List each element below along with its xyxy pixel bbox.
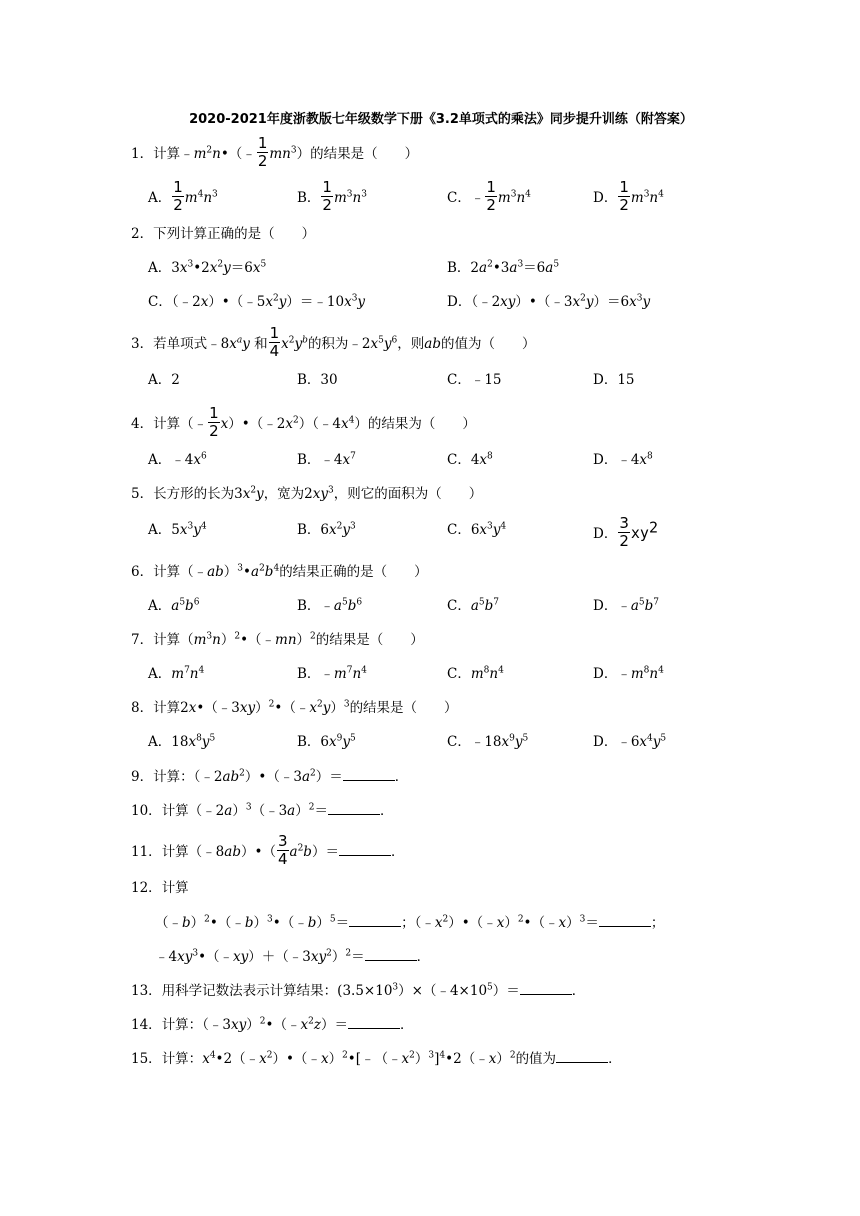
fraction: $\frac{1}{2}$ [257,134,268,170]
question-12-line-2: $﹣4xy^3•(﹣xy)+(﹣3xy^2)^2=$ ． [155,946,430,967]
option-6c[interactable]: C．$a^5b^7$ [447,597,500,614]
question-12: 12．计算 [131,880,189,896]
question-8: 8．计算$2x•(﹣3xy)^2•(﹣x^2y)^3$的结果是（ ） [131,699,458,716]
option-1a[interactable]: A． $\frac{1}{2}$ $m^4n^3$ [148,178,218,214]
option-6d[interactable]: D．$﹣a^5b^7$ [593,597,660,614]
question-6: 6．计算$(﹣ab)^3•a^2b^4$的结果正确的是（ ） [131,563,428,580]
page-title: 2020-2021年度浙教版七年级数学下册《3.2单项式的乘法》同步提升训练（附答案） [189,112,693,127]
answer-blank[interactable] [348,1014,400,1029]
option-3a[interactable]: A．2 [148,372,180,388]
option-7a[interactable]: A．$m^7n^4$ [148,665,205,682]
option-1d[interactable]: D． $\frac{1}{2}$ $m^3n^4$ [593,178,664,214]
option-8b[interactable]: B．$6x^9y^5$ [297,733,356,750]
answer-blank[interactable] [349,912,401,927]
answer-blank[interactable] [365,946,417,961]
question-12-line-1: （﹣b）$^2$•（﹣b）$^3$•（﹣b）$^5$＝ ；$(﹣x^2)•(﹣x)^2•(﹣x)^3=$ ； [155,912,664,933]
question-7: 7．计算$(m^3n)^2•(﹣mn)^2$的结果是（ ） [131,631,424,648]
option-8c[interactable]: C．$﹣18x^9y^5$ [447,733,529,750]
option-2c[interactable]: C．$(﹣2x)•(﹣5x^2y)=﹣10x^3y$ [148,293,366,310]
answer-blank[interactable] [599,912,651,927]
option-4b[interactable]: B．$﹣4x^7$ [297,451,356,468]
option-6a[interactable]: A．$a^5b^6$ [148,597,200,614]
option-3b[interactable]: B．30 [297,372,338,388]
answer-blank[interactable] [339,841,391,856]
question-number: 1． [131,146,154,162]
option-4d[interactable]: D．$﹣4x^8$ [593,451,653,468]
option-3d[interactable]: D．15 [593,372,635,388]
answer-blank[interactable] [343,766,395,781]
question-3: 3．若单项式$﹣8x^ay$ 和 $\frac{1}{4}$ $x^2y^b$的积为$﹣2x^5y^6$，则ab的值为（ ） [131,324,536,360]
question-13: 13．用科学记数法表示计算结果：$(3.5\times 10^3)\times(﹣4\times 10^5)=$ ． [131,980,585,1001]
option-6b[interactable]: B．$﹣a^5b^6$ [297,597,363,614]
option-2d[interactable]: D．$(﹣2xy)•(﹣3x^2y)=6x^3y$ [447,293,651,310]
option-5c[interactable]: C．$6x^3y^4$ [447,521,507,538]
question-11: 11．计算（﹣8ab）•（ $\frac{3}{4}$ $a^2b)=$ ． [131,832,405,868]
question-10: 10．计算（﹣2a）$^3$（﹣3a）$^2$＝ ． [131,800,393,821]
option-5a[interactable]: A．$5x^3y^4$ [148,521,207,538]
question-1: 1．计算$﹣m^2n•(﹣$ $\frac{1}{2}$ $mn^3$）的结果是（ ） [131,134,419,170]
option-7d[interactable]: D．$﹣m^8n^4$ [593,665,664,682]
option-2b[interactable]: B．$2a^2•3a^3=6a^5$ [447,259,560,276]
answer-blank[interactable] [328,800,380,815]
answer-blank[interactable] [556,1048,608,1063]
option-4c[interactable]: C．$4x^8$ [447,451,493,468]
question-2: 2．下列计算正确的是（ ） [131,226,316,242]
option-8a[interactable]: A．$18x^8y^5$ [148,733,216,750]
option-4a[interactable]: A．$﹣4x^6$ [148,451,207,468]
question-15: 15．计算：$x^4•2(﹣x^2)•(﹣x)^2•[﹣(﹣x^2)^3]^4•2(﹣x)^2$的值为 ． [131,1048,622,1069]
option-2a[interactable]: A．$3x^3•2x^2y=6x^5$ [148,259,267,276]
option-5d[interactable]: D． $\frac{3}{2}$ $xy^2$ [593,514,658,550]
option-5b[interactable]: B．$6x^2y^3$ [297,521,356,538]
option-7c[interactable]: C．$m^8n^4$ [447,665,504,682]
option-1c[interactable]: C．﹣ $\frac{1}{2}$ $m^3n^4$ [447,178,531,214]
answer-blank[interactable] [520,980,572,995]
question-14: 14．计算：$(﹣3xy)^2•(﹣x^2z)=$ ． [131,1014,413,1035]
option-8d[interactable]: D．$﹣6x^4y^5$ [593,733,667,750]
question-4: 4．计算（﹣ $\frac{1}{2}$ $x)•(﹣2x^2)(﹣4x^4)$的结果为（ ） [131,404,476,440]
option-7b[interactable]: B．$﹣m^7n^4$ [297,665,367,682]
question-9: 9．计算：$(﹣2ab^2)•(﹣3a^2)=$ ． [131,766,408,787]
option-3c[interactable]: C．﹣15 [447,372,502,388]
option-1b[interactable]: B． $\frac{1}{2}$ $m^3n^3$ [297,178,367,214]
question-5: 5．长方形的长为$3x^2y$，宽为$2xy^3$，则它的面积为（ ） [131,485,483,502]
